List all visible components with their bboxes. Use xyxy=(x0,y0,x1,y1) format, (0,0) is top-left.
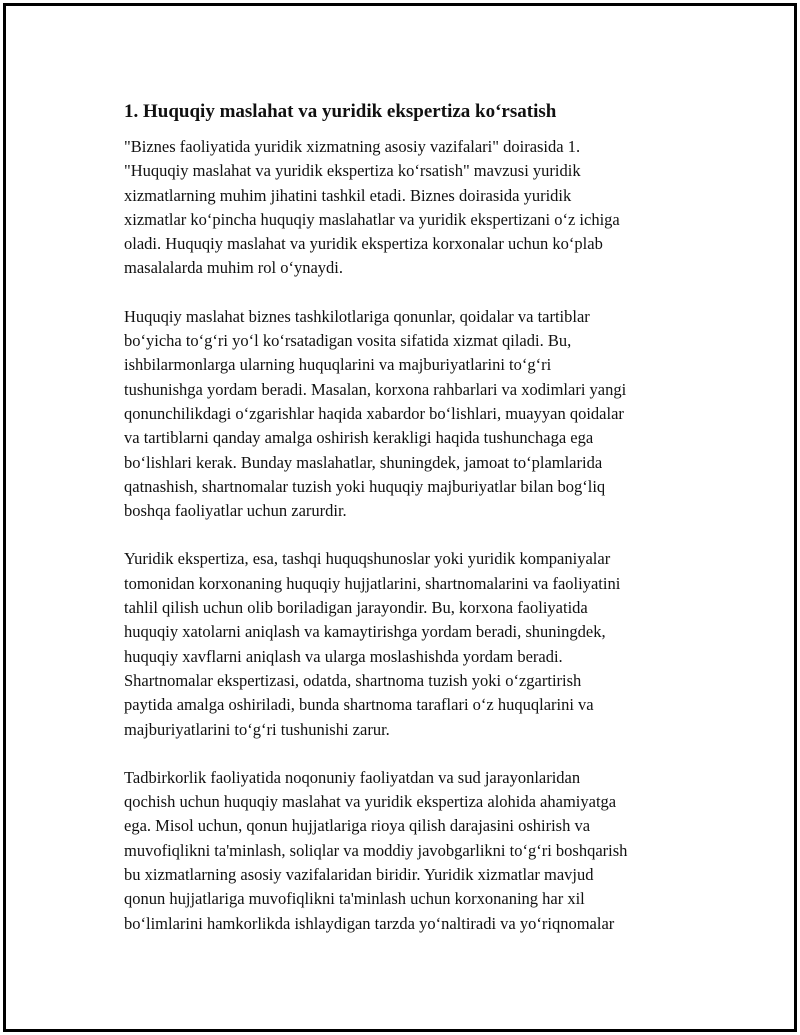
paragraph-line: qochish uchun huquqiy maslahat va yuridik ekspertiza alohida ahamiyatga xyxy=(124,792,617,812)
paragraph-line: tushunishga yordam beradi. Masalan, korxona rahbarlari va xodimlari yangi xyxy=(124,379,627,399)
paragraph-2 xyxy=(124,305,690,524)
paragraph-line: "Huquqiy maslahat va yuridik ekspertiza koʻrsatish" mavzusi yuridik xyxy=(124,161,581,181)
paragraph-line: qatnashish, shartnomalar tuzish yoki huquqiy majburiyatlar bilan bogʻliq xyxy=(124,476,606,496)
paragraph-line: bu xizmatlarning asosiy vazifalaridan biridir. Yuridik xizmatlar mavjud xyxy=(124,865,594,885)
paragraph-line: majburiyatlarini toʻgʻri tushunishi zarur. xyxy=(124,719,390,739)
paragraph-line: qonunchilikdagi oʻzgarishlar haqida xabardor boʻlishlari, muayyan qoidalar xyxy=(124,403,624,423)
paragraph-line: tahlil qilish uchun olib boriladigan jarayondir. Bu, korxona faoliyatida xyxy=(124,598,588,618)
paragraph-line: Tadbirkorlik faoliyatida noqonuniy faoliyatdan va sud jarayonlaridan xyxy=(124,767,581,787)
paragraph-line: paytida amalga oshiriladi, bunda shartnoma taraflari oʻz huquqlarini va xyxy=(124,695,594,715)
paragraph-line: Shartnomalar ekspertizasi, odatda, shartnoma tuzish yoki oʻzgartirish xyxy=(124,670,582,690)
paragraph-line: ega. Misol uchun, qonun hujjatlariga rioya qilish darajasini oshirish va xyxy=(124,816,591,836)
paragraph-line: boʻlishlari kerak. Bunday maslahatlar, shuningdek, jamoat toʻplamlarida xyxy=(124,452,603,472)
paragraph-line: huquqiy xavflarni aniqlash va ularga moslashishda yordam beradi. xyxy=(124,646,563,666)
document-body xyxy=(120,99,690,960)
paragraph-line: Huquqiy maslahat biznes tashkilotlariga qonunlar, qoidalar va tartiblar xyxy=(124,306,590,326)
paragraph-line: ishbilarmonlarga ularning huquqlarini va majburiyatlarini toʻgʻri xyxy=(124,355,552,375)
paragraph-4 xyxy=(124,766,690,936)
paragraph-line: boʻyicha toʻgʻri yoʻl koʻrsatadigan vosita sifatida xizmat qiladi. Bu, xyxy=(124,331,572,351)
paragraph-line: oladi. Huquqiy maslahat va yuridik ekspertiza korxonalar uchun koʻplab xyxy=(124,234,603,254)
paragraph-line: boʻlimlarini hamkorlikda ishlaydigan tarzda yoʻnaltiradi va yoʻriqnomalar xyxy=(124,913,615,933)
paragraph-line: muvofiqlikni ta'minlash, soliqlar va moddiy javobgarlikni toʻgʻri boshqarish xyxy=(124,840,628,860)
paragraph-line: Yuridik ekspertiza, esa, tashqi huquqshunoslar yoki yuridik kompaniyalar xyxy=(124,549,611,569)
paragraph-1 xyxy=(124,135,690,281)
page-frame xyxy=(3,3,797,1032)
paragraph-line: huquqiy xatolarni aniqlash va kamaytirishga yordam beradi, shuningdek, xyxy=(124,622,606,642)
section-heading: 1. Huquqiy maslahat va yuridik ekspertiza koʻrsatish xyxy=(124,101,557,122)
paragraph-line: tomonidan korxonaning huquqiy hujjatlarini, shartnomalarini va faoliyatini xyxy=(124,573,621,593)
paragraph-line: masalalarda muhim rol oʻynaydi. xyxy=(124,258,344,278)
paragraph-line: va tartiblarni qanday amalga oshirish kerakligi haqida tushunchaga ega xyxy=(124,428,594,448)
paragraph-line: boshqa faoliyatlar uchun zarurdir. xyxy=(124,501,347,521)
paragraph-line: xizmatlarning muhim jihatini tashkil etadi. Biznes doirasida yuridik xyxy=(124,185,572,205)
paragraph-line: "Biznes faoliyatida yuridik xizmatning asosiy vazifalari" doirasida 1. xyxy=(124,137,581,156)
paragraph-3 xyxy=(124,547,690,741)
paragraph-line: qonun hujjatlariga muvofiqlikni ta'minlash uchun korxonaning har xil xyxy=(124,889,585,909)
paragraph-line: xizmatlar koʻpincha huquqiy maslahatlar va yuridik ekspertizani oʻz ichiga xyxy=(124,209,620,229)
